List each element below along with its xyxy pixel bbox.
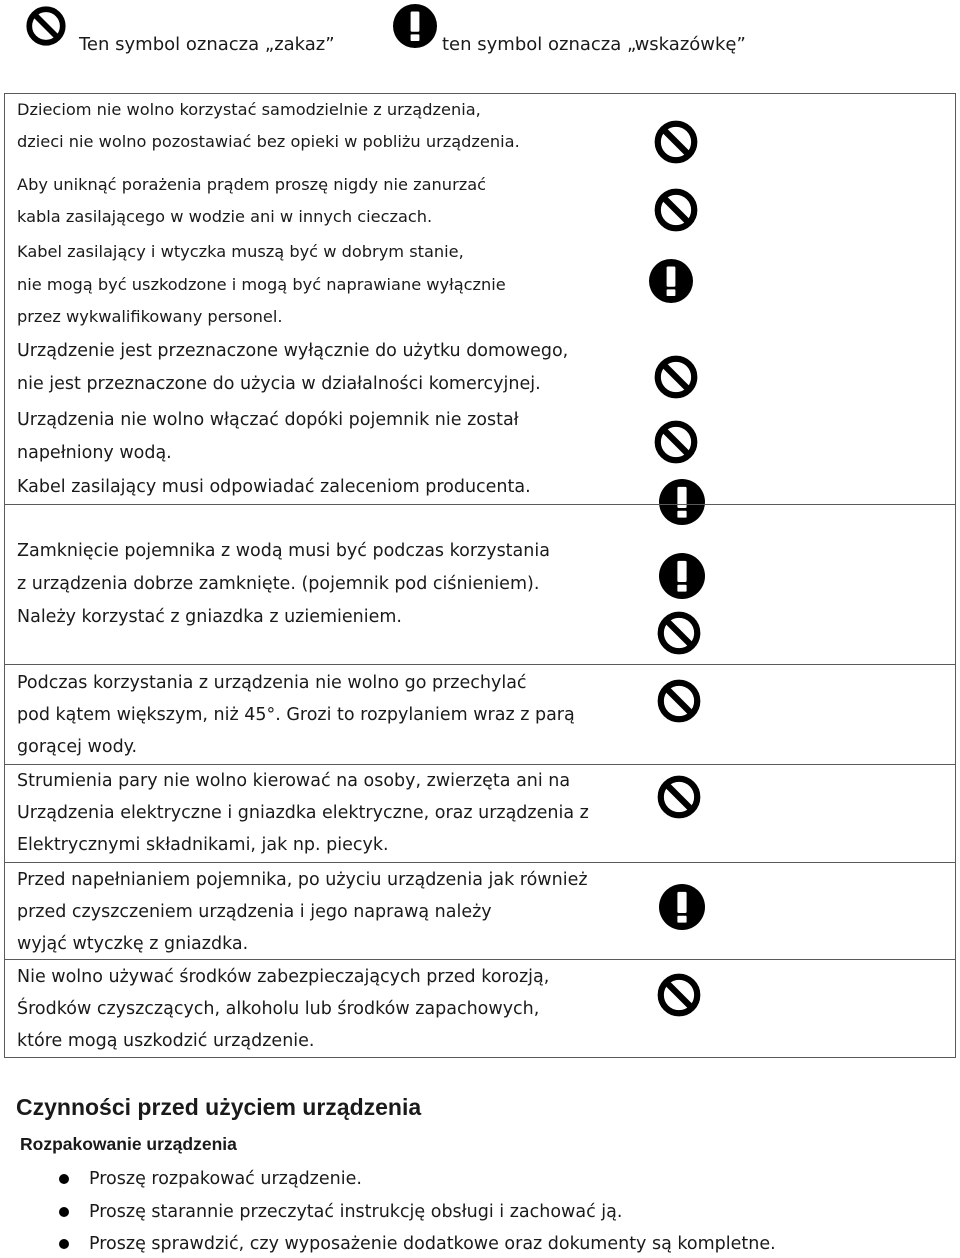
list-item xyxy=(0,1228,960,1258)
safety-row-text: napełniony wodą. xyxy=(17,443,172,463)
safety-row-text: Elektrycznymi składnikami, jak np. piecyk. xyxy=(17,835,389,855)
safety-row-text: nie jest przeznaczone do użycia w działalności komercyjnej. xyxy=(17,374,541,394)
prohibition-icon xyxy=(652,186,700,234)
safety-row-text: Strumienia pary nie wolno kierować na osoby, zwierzęta ani na xyxy=(17,771,571,791)
hint-legend-text: ten symbol oznacza „wskazówkę” xyxy=(442,34,746,55)
prohibition-icon xyxy=(652,418,700,466)
bullet-dot-icon xyxy=(59,1239,69,1249)
safety-row-text: Aby uniknąć porażenia prądem proszę nigdy nie zanurzać xyxy=(17,175,487,194)
safety-row-text: przed czyszczeniem urządzenia i jego naprawą należy xyxy=(17,902,492,922)
safety-table xyxy=(4,93,956,1058)
section-subheading: Rozpakowanie urządzenia xyxy=(20,1134,237,1154)
safety-row-text: dzieci nie wolno pozostawiać bez opieki w pobliżu urządzenia. xyxy=(17,132,520,151)
section-heading: Czynności przed użyciem urządzenia xyxy=(16,1094,422,1120)
safety-row-text: kabla zasilającego w wodzie ani w innych cieczach. xyxy=(17,207,433,226)
safety-row-text: które mogą uszkodzić urządzenie. xyxy=(17,1031,315,1051)
safety-row-text: Podczas korzystania z urządzenia nie wolno go przechylać xyxy=(17,673,527,693)
prohibition-icon xyxy=(655,971,703,1019)
exclamation-icon xyxy=(649,259,693,303)
table-row-divider xyxy=(5,664,955,665)
prohibition-icon xyxy=(652,353,700,401)
safety-row-text: pod kątem większym, niż 45°. Grozi to rozpylaniem wraz z parą xyxy=(17,705,575,725)
bullet-dot-icon xyxy=(59,1174,69,1184)
prohibition-icon xyxy=(655,677,703,725)
safety-row-text: Środków czyszczących, alkoholu lub środków zapachowych, xyxy=(17,999,540,1019)
bullet-dot-icon xyxy=(59,1207,69,1217)
safety-row-text: wyjąć wtyczkę z gniazdka. xyxy=(17,934,249,954)
exclamation-icon xyxy=(659,553,705,599)
safety-row-text: Kabel zasilający musi odpowiadać zaleceniom producenta. xyxy=(17,477,531,497)
safety-row-text: Należy korzystać z gniazdka z uziemieniem. xyxy=(17,607,402,627)
safety-row-text: Dzieciom nie wolno korzystać samodzielnie z urządzenia, xyxy=(17,100,481,119)
safety-row-text: przez wykwalifikowany personel. xyxy=(17,307,283,326)
prohibition-icon xyxy=(652,118,700,166)
exclamation-icon xyxy=(659,479,705,525)
safety-row-text: Nie wolno używać środków zabezpieczających przed korozją, xyxy=(17,967,550,987)
table-row-divider xyxy=(5,862,955,863)
safety-row-text: gorącej wody. xyxy=(17,737,138,757)
prohibition-icon xyxy=(22,4,70,48)
list-item xyxy=(0,1196,960,1228)
safety-row-text: Urządzenia nie wolno włączać dopóki pojemnik nie został xyxy=(17,410,519,430)
table-row-divider xyxy=(5,959,955,960)
safety-row-text: Zamknięcie pojemnika z wodą musi być podczas korzystania xyxy=(17,541,550,561)
exclamation-icon xyxy=(659,884,705,930)
list-item xyxy=(0,1163,960,1195)
prohibition-legend-text: Ten symbol oznacza „zakaz” xyxy=(79,34,335,55)
list-item-text: Proszę rozpakować urządzenie. xyxy=(89,1169,362,1189)
safety-row-text: nie mogą być uszkodzone i mogą być naprawiane wyłącznie xyxy=(17,275,506,294)
safety-row-text: Przed napełnianiem pojemnika, po użyciu urządzenia jak również xyxy=(17,870,588,890)
prohibition-icon xyxy=(655,609,703,657)
exclamation-icon xyxy=(393,4,437,48)
safety-row-text: Urządzenia elektryczne i gniazdka elektryczne, oraz urządzenia z xyxy=(17,803,589,823)
safety-row-text: Kabel zasilający i wtyczka muszą być w dobrym stanie, xyxy=(17,242,464,261)
safety-row-text: Urządzenie jest przeznaczone wyłącznie do użytku domowego, xyxy=(17,341,569,361)
list-item-text: Proszę starannie przeczytać instrukcję obsługi i zachować ją. xyxy=(89,1202,623,1222)
safety-row-text: z urządzenia dobrze zamknięte. (pojemnik pod ciśnieniem). xyxy=(17,574,540,594)
prohibition-icon xyxy=(655,773,703,821)
table-row-divider xyxy=(5,504,955,505)
list-item-text: Proszę sprawdzić, czy wyposażenie dodatkowe oraz dokumenty są kompletne. xyxy=(89,1234,776,1254)
